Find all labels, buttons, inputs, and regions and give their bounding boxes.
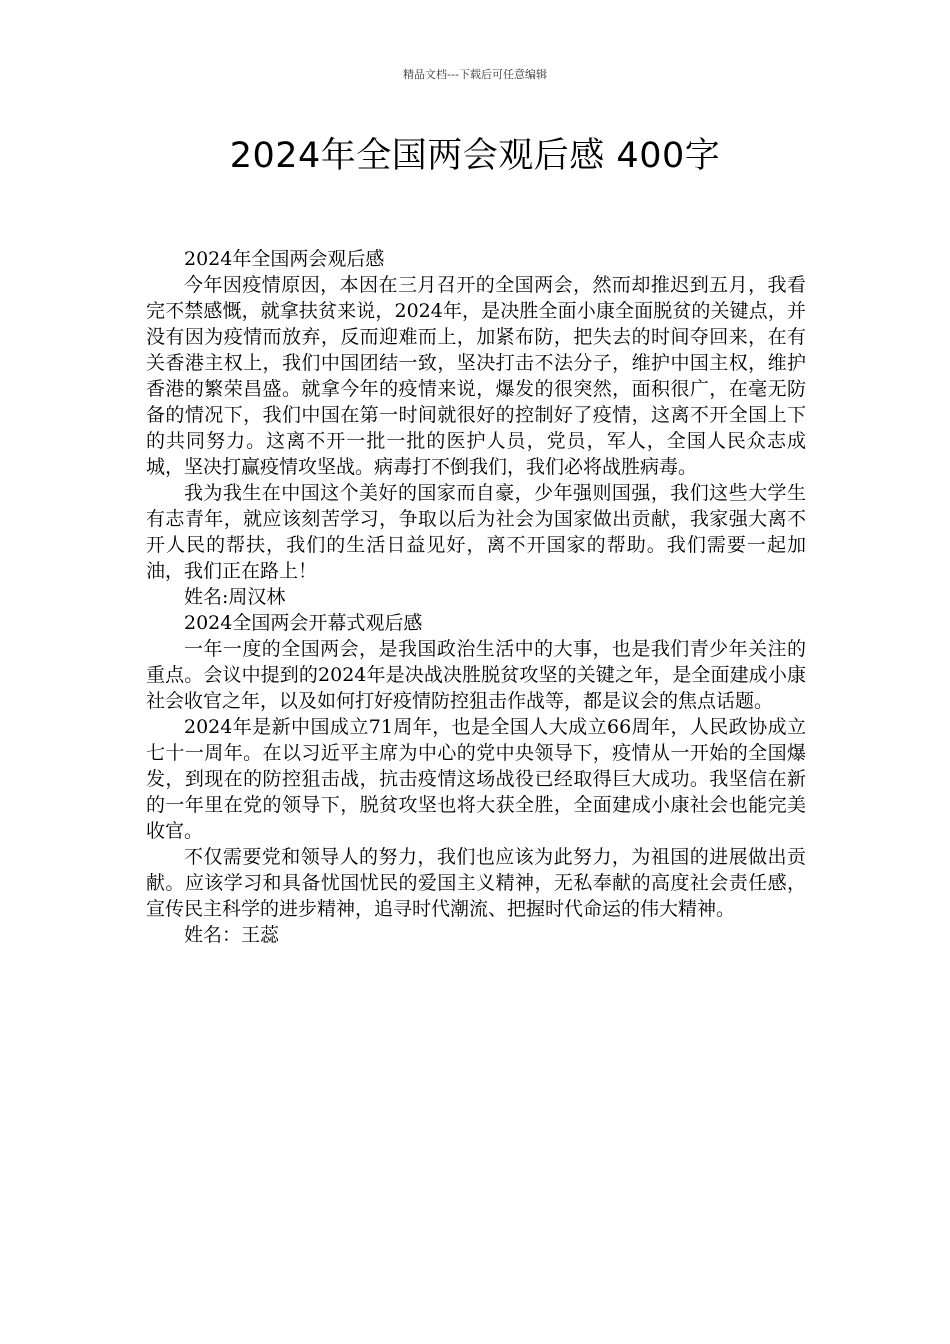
essay-2-paragraph-2: 2024年是新中国成立71周年，也是全国人大成立66周年，人民政协成立七十一周年。在以习近平主席为中心的党中央领导下，疫情从一开始的全国爆发，到现在的防控狙击战，抗击疫情这场战役已经取得巨大成功。我坚信在新的一年里在党的领导下，脱贫攻坚也将大获全胜，全面建成小康社会也能完美收官。 [146,716,806,842]
essay-1-heading: 2024年全国两会观后感 [184,248,385,270]
essay-2-author: 姓名：王蕊 [184,924,280,946]
essay-1-author: 姓名:周汉林 [184,586,286,608]
essay-2-paragraph-1: 一年一度的全国两会，是我国政治生活中的大事，也是我们青少年关注的重点。会议中提到的2024年是决战决胜脱贫攻坚的关键之年，是全面建成小康社会收官之年，以及如何打好疫情防控狙击作战等，都是议会的焦点话题。 [146,638,806,712]
document-title: 2024年全国两会观后感 400字 [229,136,721,176]
essay-1-paragraph-2: 我为我生在中国这个美好的国家而自豪，少年强则国强，我们这些大学生有志青年，就应该刻苦学习，争取以后为社会为国家做出贡献，我家强大离不开人民的帮扶，我们的生活日益见好，离不开国家的帮助。我们需要一起加油，我们正在路上！ [146,482,806,582]
document-body [146,246,806,948]
essay-2-paragraph-3: 不仅需要党和领导人的努力，我们也应该为此努力，为祖国的进展做出贡献。应该学习和具备忧国忧民的爱国主义精神，无私奉献的高度社会责任感，宣传民主科学的进步精神，追寻时代潮流、把握时代命运的伟大精神。 [146,846,806,920]
essay-2-heading: 2024全国两会开幕式观后感 [184,612,423,634]
header-note: 精品文档---下载后可任意编辑 [403,68,547,81]
essay-1-paragraph-1: 今年因疫情原因，本因在三月召开的全国两会，然而却推迟到五月，我看完不禁感慨，就拿扶贫来说，2024年，是决胜全面小康全面脱贫的关键点，并没有因为疫情而放弃，反而迎难而上，加紧布防，把失去的时间夺回来，在有关香港主权上，我们中国团结一致，坚决打击不法分子，维护中国主权，维护香港的繁荣昌盛。就拿今年的疫情来说，爆发的很突然，面积很广，在毫无防备的情况下，我们中国在第一时间就很好的控制好了疫情，这离不开全国上下的共同努力。这离不开一批一批的医护人员，党员，军人，全国人民众志成城，坚决打赢疫情攻坚战。病毒打不倒我们，我们必将战胜病毒。 [146,274,806,478]
